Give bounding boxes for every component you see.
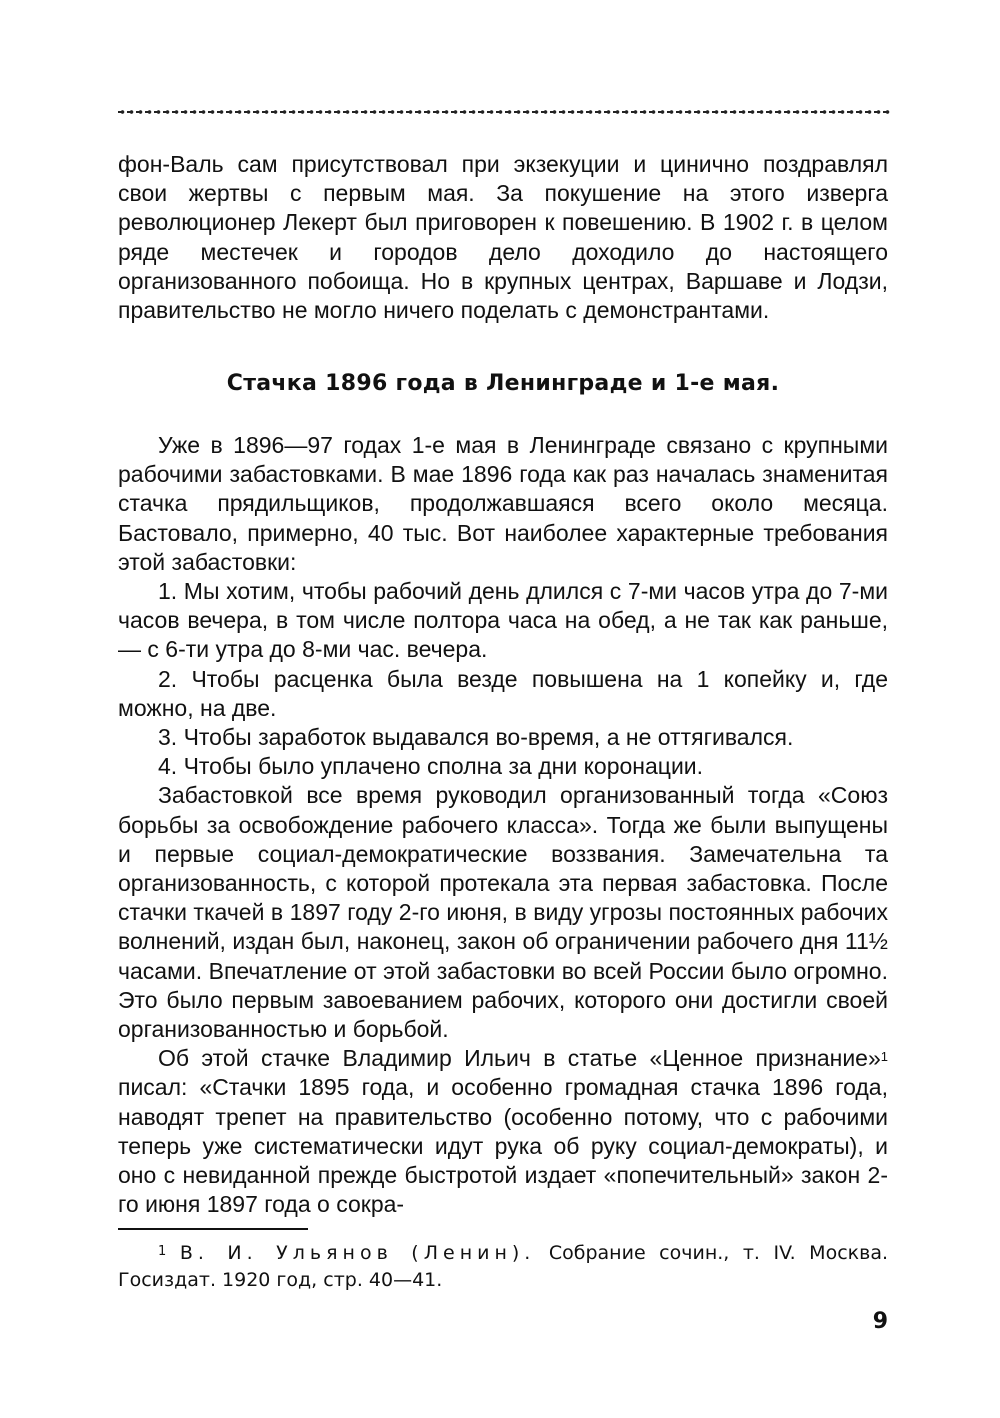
section-body <box>118 431 888 1219</box>
decorative-header-rule <box>118 106 890 118</box>
quote-before-ref: Об этой стачке Владимир Ильич в статье «Ценное признание» <box>158 1045 881 1072</box>
demand-2: 2. Чтобы расценка была везде повышена на 1 копейку и, где можно, на две. <box>118 665 888 721</box>
quote-after-ref: писал: «Стачки 1895 года, и особенно громадная стачка 1896 года, наводят трепет на правительство (особенно потому, что с рабочими теперь уже систематически идут рука об руку социал-демократы), и оно с невиданной прежде быстротой издает «попечительный» закон 2-го июня 1897 года о сокра- <box>118 1074 888 1218</box>
intro-block <box>118 150 888 325</box>
demand-3: 3. Чтобы заработок выдавался во-время, а не оттягивался. <box>158 724 794 751</box>
intro-paragraph: фон-Валь сам присутствовал при экзекуции и цинично поздравлял свои жертвы с первым мая. За покушение на этого изверга революционер Лекерт был приговорен к повешению. В 1902 г. в целом ряде местечек и городов дело доходило до настоящего организованного побоища. Но в крупных центрах, Варшаве и Лодзи, правительство не могло ничего поделать с демонстрантами. <box>118 151 888 324</box>
section-heading: Стачка 1896 года в Ленинграде и 1-е мая. <box>226 371 780 396</box>
footnote-reference-mark: 1 <box>880 1049 888 1065</box>
page-number: 9 <box>872 1309 888 1334</box>
footnote-citation: Собрание сочин., т. IV. Москва. Госиздат. 1920 год, стр. 40—41. <box>118 1242 889 1291</box>
footnote-separator <box>118 1228 308 1230</box>
footnote-mark: 1 <box>158 1244 167 1259</box>
demand-4: 4. Чтобы было уплачено сполна за дни коронации. <box>158 753 704 780</box>
paragraph-strike-leadership: Забастовкой все время руководил организованный тогда «Союз борьбы за освобождение рабочего класса». Тогда же были выпущены и первые социал-демократические воззвания. Замечательна та организованность, с которой протекала эта первая забастовка. После стачки ткачей в 1897 году 2-го июня, в виду угрозы постоянных рабочих волнений, издан был, наконец, закон об ограничении рабочего дня 11½ часами. Впечатление от этой забастовки во всей России было огромно. Это было первым завоеванием рабочих, которого они достигли своей организованностью и борьбой. <box>118 782 888 1043</box>
footnote-author: В. И. Ульянов (Ленин). <box>179 1242 536 1264</box>
paragraph-lenin-quote <box>118 1044 888 1219</box>
demand-1: 1. Мы хотим, чтобы рабочий день длился с 7-ми часов утра до 7-ми часов вечера, в том числе полтора часа на обед, а не так как раньше, — с 6-ти утра до 8-ми час. вечера. <box>118 578 888 663</box>
paragraph-intro: Уже в 1896—97 годах 1-е мая в Ленинграде связано с крупными рабочими забастовками. В мае 1896 года как раз началась знаменитая стачка прядильщиков, продолжавшаяся всего около месяца. Бастовало, примерно, 40 тыс. Вот наиболее характерные требования этой забастовки: <box>118 432 888 575</box>
footnote <box>118 1240 888 1294</box>
